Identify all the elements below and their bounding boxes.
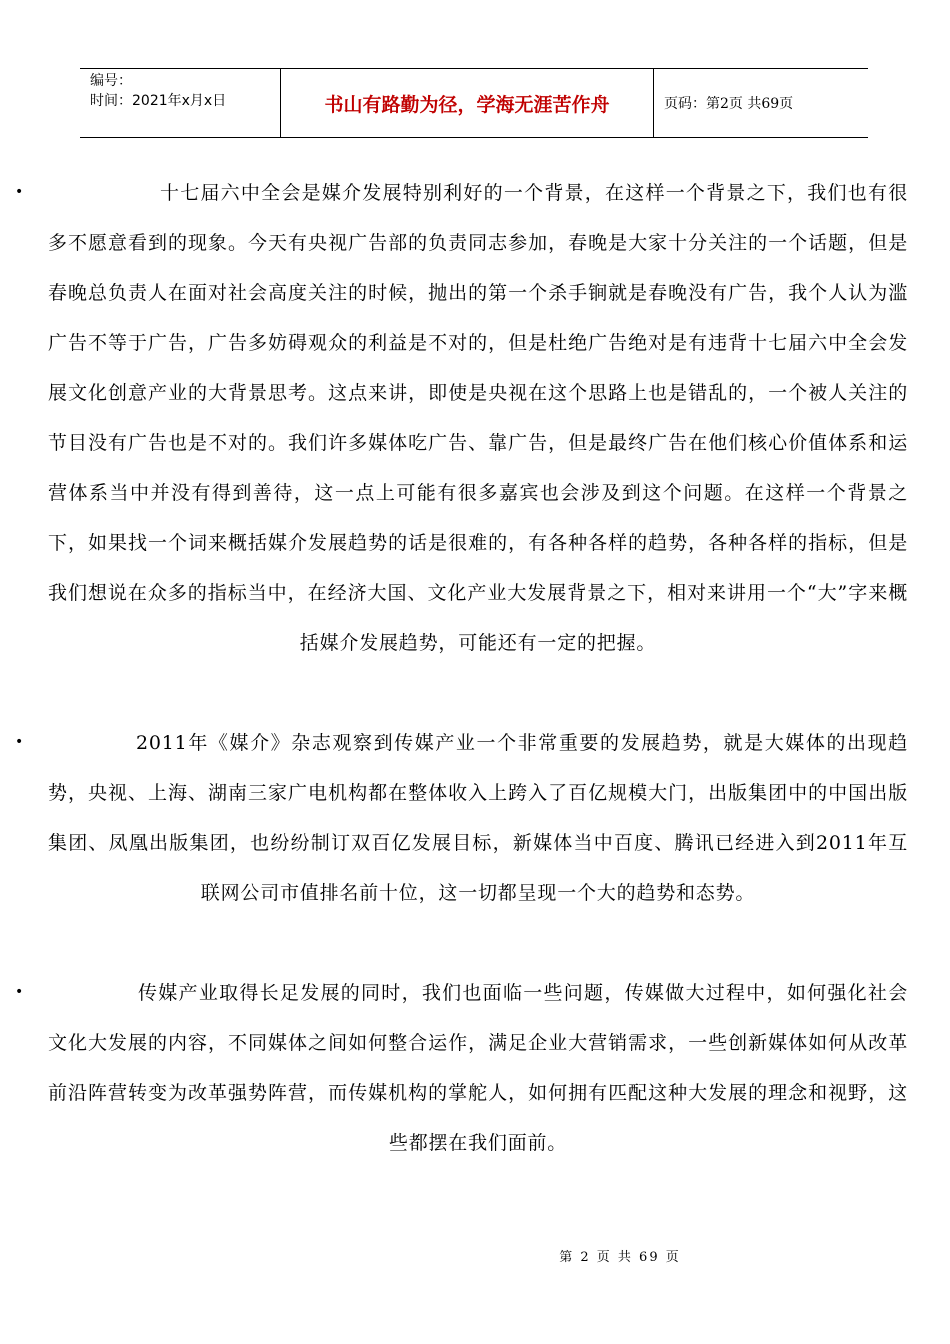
paragraph-1-body: 们也有很多不愿意看到的现象。今天有央视广告部的负责同志参加，春晚是大家十分关注的一个话题，但是春晚总负责人在面对社会高度关注的时候，抛出的第一个杀手锏就是春晚没有广告，我个人认为滥广告不等于广告，广告多妨碍观众的利益是不对的，但是杜绝广告绝对是有违背十七届六中全会发展文化创意产业的大背景思考。这点来讲，即使是央视在这个思路上也是错乱的，一个被人关注的节目没有广告也是不对的。我们许多媒体吃广告、靠广告，但是最终广告在他们核心价值体系和运营体系当中并没有得到善待，这一点上可能有很多嘉宾也会涉及到这个问题。在这样一个背景之下，如果找一个词来概括媒介发展趋势的话是很难的，有各种各样的趋势，各种各样的指标，但是我们想说在众多的指标当中，在经济大国、文化产业大发展背景之下，相对来讲用一个“大”字来概括媒介发展趋势，可能还有一定的把握。 (48, 182, 908, 654)
paragraph-2 (48, 718, 908, 918)
paragraph-3-first-line: 传媒产业取得长足发展的同时，我们也面临一些问题，传媒做大过程中，如何 (138, 982, 828, 1004)
paragraph-1 (48, 168, 908, 668)
paragraph-2-body: 出现趋势，央视、上海、湖南三家广电机构都在整体收入上跨入了百亿规模大门，出版集团中的中国出版集团、凤凰出版集团，也纷纷制订双百亿发展目标，新媒体当中百度、腾讯已经进入到2011年互联网公司市值排名前十位，这一切都呈现一个大的趋势和态势。 (48, 732, 908, 904)
number-label: 编号： (90, 73, 132, 89)
bullet: • (15, 984, 24, 1000)
paragraph-1-first-line: 十七届六中全会是媒介发展特别利好的一个背景，在这样一个背景之下，我 (160, 182, 828, 204)
header-meta (80, 69, 281, 137)
paragraph-2-first-line: 2011年《媒介》杂志观察到传媒产业一个非常重要的发展趋势，就是大媒体的 (136, 732, 848, 754)
page-footer: 第 2 页 共 69 页 (559, 1250, 681, 1265)
bullet: • (15, 184, 24, 200)
header-table (80, 68, 868, 138)
page-info: 页码：第2页 共69页 (664, 96, 794, 112)
time-label: 时间：2021年x月x日 (90, 93, 227, 109)
paragraph-3 (48, 968, 908, 1168)
paragraph-3-body: 强化社会文化大发展的内容，不同媒体之间如何整合运作，满足企业大营销需求，一些创新媒体如何从改革前沿阵营转变为改革强势阵营，而传媒机构的掌舵人，如何拥有匹配这种大发展的理念和视野，这些都摆在我们面前。 (48, 982, 909, 1154)
motto: 书山有路勤为径，学海无涯苦作舟 (281, 69, 654, 137)
bullet: • (15, 734, 24, 750)
